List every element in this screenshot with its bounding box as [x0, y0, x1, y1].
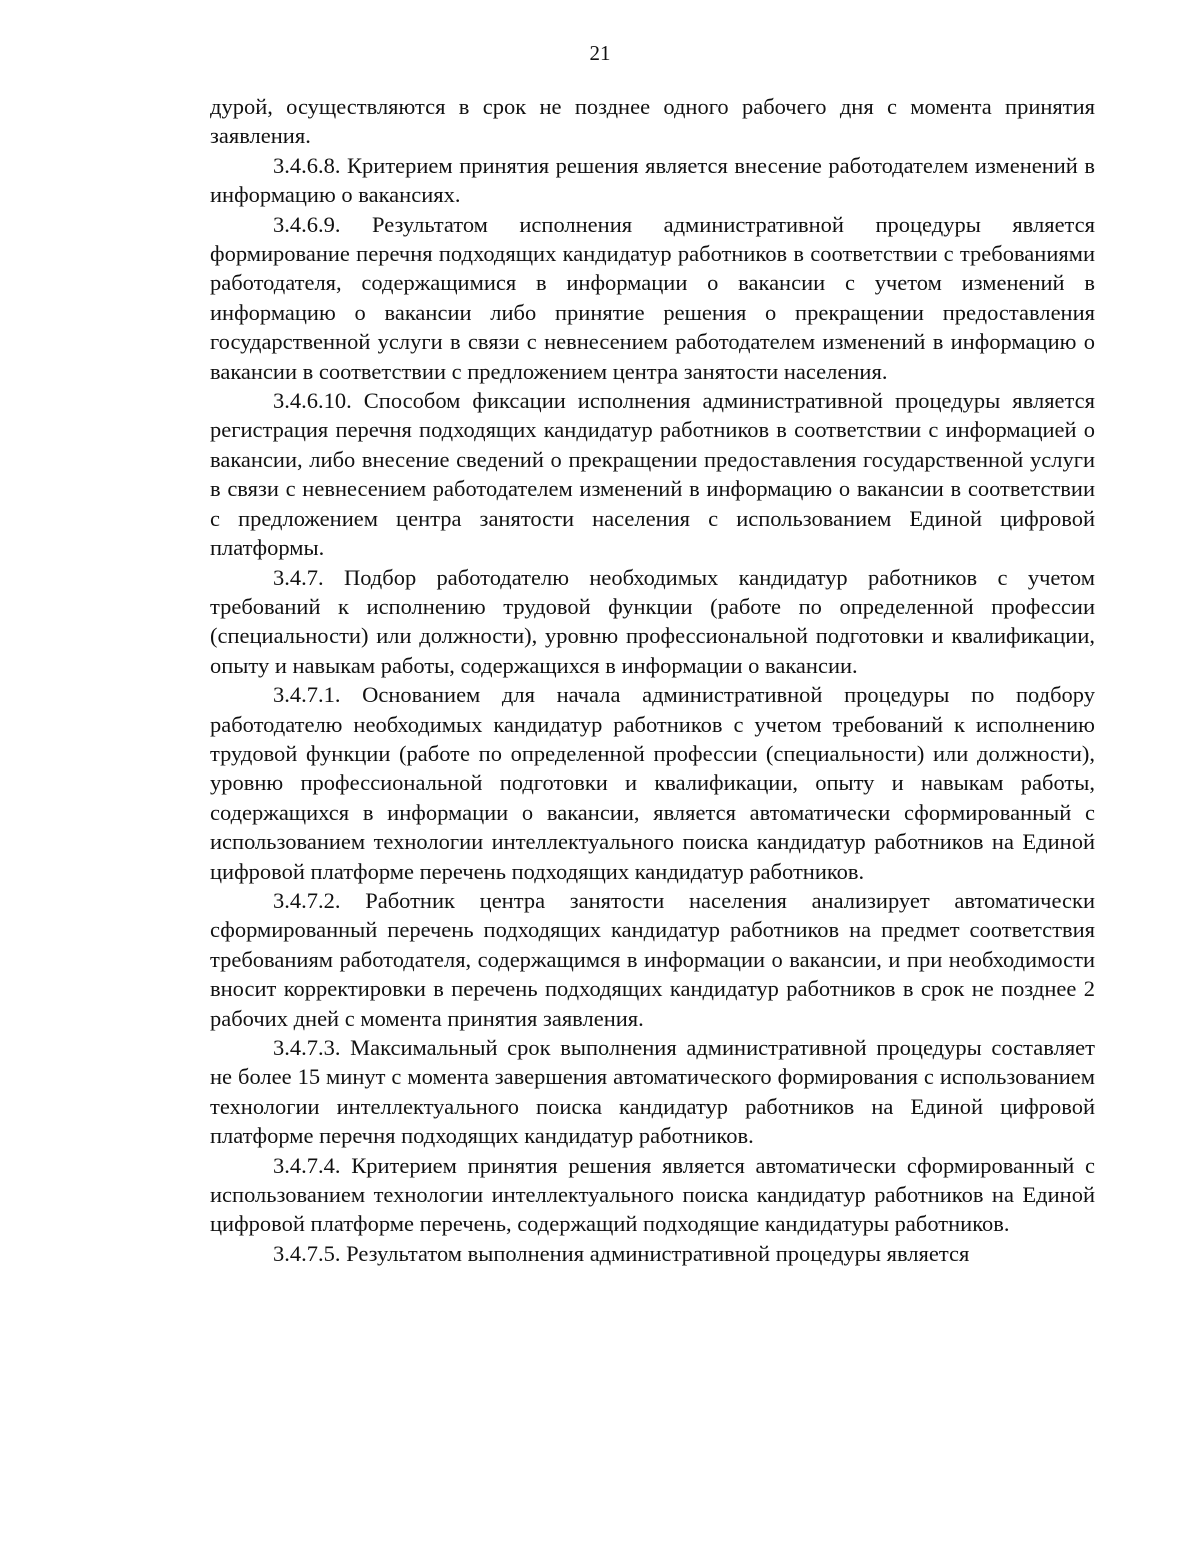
paragraph-3-4-6-8: 3.4.6.8. Критерием принятия решения является внесение работодателем изменений в информацию о вакансиях.: [210, 152, 1095, 208]
paragraph-3-4-7-5: 3.4.7.5. Результатом выполнения административной процедуры является: [273, 1240, 970, 1266]
paragraph-3-4-6-10: 3.4.6.10. Способом фиксации исполнения административной процедуры является регистрация перечня подходящих кандидатур работников в соответствии с информацией о вакансии, либо внесение сведений о прекращении предоставления государственной услуги в связи с невнесением работодателем изменений в информацию о вакансии в соответствии с предложением центра занятости населения с использованием Единой цифровой платформы.: [210, 388, 1095, 561]
page-number: 21: [589, 41, 611, 65]
paragraph-3-4-7-2: 3.4.7.2. Работник центра занятости населения анализирует автоматически сформированный перечень подходящих кандидатур работников на предмет соответствия требованиям работодателя, содержащимся в информации о вакансии, и при необходимости вносит корректировки в перечень подходящих кандидатур работников в срок не позднее 2 рабочих дней с момента принятия заявления.: [210, 887, 1095, 1031]
paragraph-continuation: дурой, осуществляются в срок не позднее одного рабочего дня с момента принятия заявления.: [210, 94, 1095, 149]
paragraph-3-4-7-1: 3.4.7.1. Основанием для начала административной процедуры по подбору работодателю необходимых кандидатур работников с учетом требований к исполнению трудовой функции (работе по определенной профессии (специальности) или должности), уровню профессиональной подготовки и квалификации, опыту и навыкам работы, содержащихся в информации о вакансии, является автоматически сформированный с использованием технологии интеллектуального поиска кандидатур работников на Единой цифровой платформе перечень подходящих кандидатур работников.: [210, 682, 1095, 884]
paragraph-3-4-7-3: 3.4.7.3. Максимальный срок выполнения административной процедуры составляет не более 15 минут с момента завершения автоматического формирования с использованием технологии интеллектуального поиска кандидатур работников на Единой цифровой платформе перечня подходящих кандидатур работников.: [210, 1035, 1095, 1149]
paragraph-3-4-7: 3.4.7. Подбор работодателю необходимых кандидатур работников с учетом требований к исполнению трудовой функции (работе по определенной профессии (специальности) или должности), уровню профессиональной подготовки и квалификации, опыту и навыкам работы, содержащихся в информации о вакансии.: [210, 564, 1095, 678]
document-body: [210, 92, 1095, 1268]
paragraph-3-4-7-4: 3.4.7.4. Критерием принятия решения является автоматически сформированный с использованием технологии интеллектуального поиска кандидатур работников на Единой цифровой платформе перечень, содержащий подходящие кандидатуры работников.: [210, 1152, 1095, 1237]
paragraph-3-4-6-9: 3.4.6.9. Результатом исполнения административной процедуры является формирование перечня подходящих кандидатур работников в соответствии с требованиями работодателя, содержащимися в информации о вакансии с учетом изменений в информацию о вакансии либо принятие решения о прекращении предоставления государственной услуги в связи с невнесением работодателем изменений в информацию о вакансии в соответствии с предложением центра занятости населения.: [210, 211, 1095, 384]
